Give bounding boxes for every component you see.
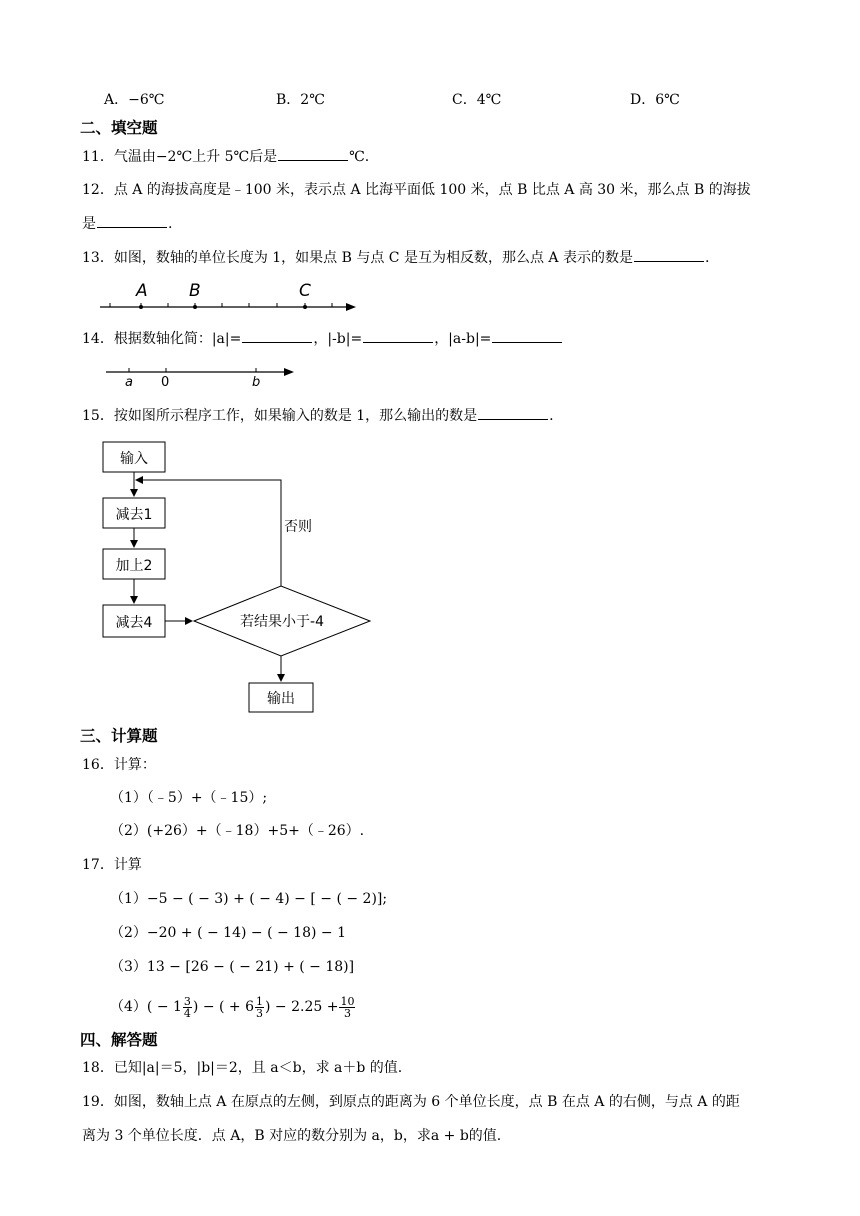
- q13-text: 13．如图，数轴的单位长度为 1，如果点 B 与点 C 是互为相反数，那么点 A 表示的数是: [82, 250, 633, 266]
- question-17-part1: （1）−5 − ( − 3) + ( − 4) − [ − ( − 2)];: [110, 891, 388, 907]
- flow-output-label: 输出: [267, 691, 295, 707]
- fraction-numerator: 1: [256, 994, 264, 1008]
- label-b: B: [189, 281, 201, 301]
- flowchart-q15: [95, 436, 380, 718]
- number-line-q14: [104, 358, 298, 390]
- answer-blank: [492, 328, 562, 343]
- answer-blank: [97, 213, 167, 228]
- fraction-numerator: 10: [340, 994, 355, 1008]
- q15-period: .: [549, 408, 554, 424]
- flow-input-label: 输入: [120, 451, 148, 467]
- question-18: 18．已知|a|＝5，|b|＝2，且 a＜b，求 a＋b 的值.: [82, 1060, 403, 1076]
- number-line-q13: [98, 278, 360, 314]
- q17-p4-text: ) − ( + 6: [192, 999, 255, 1015]
- label-a: A: [136, 281, 148, 301]
- section-heading-fill-in: 二、填空题: [80, 119, 158, 137]
- answer-blank: [278, 146, 348, 161]
- question-14: [82, 328, 563, 349]
- option-c: C．4℃: [452, 92, 502, 108]
- label-c: C: [299, 281, 311, 301]
- fraction-denominator: 3: [256, 1006, 264, 1020]
- question-13: [82, 247, 709, 268]
- question-19-line1: 19．如图，数轴上点 A 在原点的左侧，到原点的距离为 6 个单位长度，点 B 在点 A 的右侧，与点 A 的距: [82, 1094, 740, 1110]
- q11-text: 11．气温由−2℃上升 5℃后是: [82, 149, 278, 165]
- question-15: [82, 405, 554, 426]
- option-b: B．2℃: [276, 92, 325, 108]
- question-16-part2: （2）(+26）+（﹣18）+5+（﹣26）.: [110, 823, 365, 839]
- flow-else-label: 否则: [284, 519, 312, 535]
- fraction: [339, 996, 355, 1019]
- question-17-title: 17．计算: [82, 857, 142, 873]
- question-11: [82, 146, 369, 167]
- q12-text: 是: [82, 216, 96, 232]
- q11-unit: ℃.: [349, 149, 370, 165]
- fraction: [183, 996, 192, 1019]
- q14-text: ，|-b|=: [313, 331, 363, 347]
- q14-text: 14．根据数轴化简：|a|=: [82, 331, 242, 347]
- section-heading-answer: 四、解答题: [80, 1031, 158, 1049]
- point-c: [303, 305, 307, 309]
- answer-blank: [478, 405, 548, 420]
- question-12-line1: 12．点 A 的海拔高度是﹣100 米，表示点 A 比海平面低 100 米，点 B 比点 A 高 30 米，那么点 B 的海拔: [82, 182, 751, 198]
- question-17-part4: [110, 990, 356, 1024]
- flow-step1-label: 减去1: [115, 507, 153, 523]
- q13-period: .: [704, 250, 710, 266]
- flow-condition-label: 若结果小于-4: [240, 614, 324, 630]
- label-a: a: [125, 375, 133, 390]
- q15-text: 15．按如图所示程序工作，如果输入的数是 1，那么输出的数是: [82, 408, 478, 424]
- q17-p4-text: ) − 2.25 +: [265, 999, 339, 1015]
- fraction-denominator: 3: [343, 1006, 351, 1020]
- question-17-part3: （3）13 − [26 − ( − 21) + ( − 18)]: [110, 959, 355, 975]
- flow-step3-label: 减去4: [115, 615, 153, 631]
- label-b: b: [252, 375, 261, 390]
- fraction-denominator: 4: [183, 1006, 191, 1020]
- label-zero: 0: [161, 375, 170, 390]
- flow-step2-label: 加上2: [115, 558, 153, 574]
- question-12-line2: [82, 213, 172, 234]
- q14-text: ，|a-b|=: [434, 331, 492, 347]
- question-16-part1: （1）（﹣5）+（﹣15）;: [110, 790, 268, 806]
- fraction-numerator: 3: [183, 994, 191, 1008]
- question-16-title: 16．计算：: [82, 757, 156, 773]
- fraction: [255, 996, 264, 1019]
- point-b: [193, 305, 197, 309]
- section-heading-calculation: 三、计算题: [80, 727, 158, 745]
- q17-p4-text: （4）( − 1: [110, 999, 182, 1015]
- answer-blank: [363, 328, 433, 343]
- answer-blank: [242, 328, 312, 343]
- q12-period: .: [168, 216, 173, 232]
- answer-blank: [634, 247, 704, 262]
- option-a: A．−6℃: [104, 92, 165, 108]
- question-17-part2: （2）−20 + ( − 14) − ( − 18) − 1: [110, 925, 346, 941]
- point-a: [139, 305, 143, 309]
- option-d: D．6℃: [630, 92, 680, 108]
- question-19-line2: 离为 3 个单位长度．点 A，B 对应的数分别为 a，b，求a + b的值.: [82, 1128, 502, 1144]
